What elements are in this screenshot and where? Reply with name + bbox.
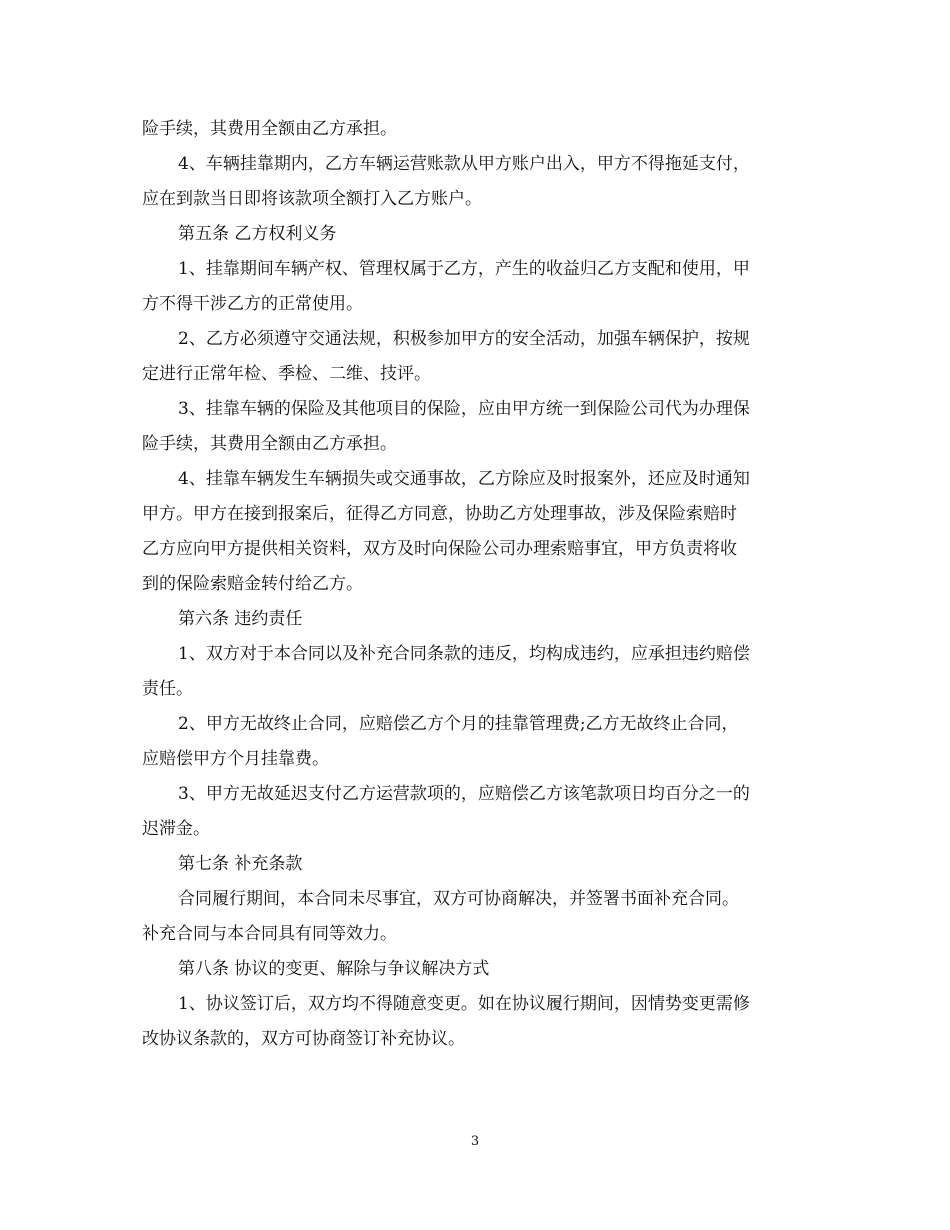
text-line: 第八条 协议的变更、解除与争议解决方式 — [178, 959, 490, 979]
text-line: 第六条 违约责任 — [178, 609, 303, 629]
text-line: 第五条 乙方权利义务 — [178, 224, 337, 244]
text-line: 险手续，其费用全额由乙方承担。 — [142, 434, 397, 454]
text-line: 补充合同与本合同具有同等效力。 — [142, 924, 397, 944]
text-line: 定进行正常年检、季检、二维、技评。 — [142, 364, 431, 384]
text-line: 合同履行期间，本合同未尽事宜，双方可协商解决，并签署书面补充合同。 — [178, 889, 739, 909]
page-number: 3 — [470, 1134, 480, 1149]
text-line: 应赔偿甲方个月挂靠费。 — [142, 749, 329, 769]
text-line: 2、甲方无故终止合同，应赔偿乙方个月的挂靠管理费;乙方无故终止合同， — [178, 714, 739, 734]
text-line: 3、甲方无故延迟支付乙方运营款项的，应赔偿乙方该笔款项日均百分之一的 — [178, 784, 750, 804]
text-line: 险手续，其费用全额由乙方承担。 — [142, 119, 397, 139]
text-line: 3、挂靠车辆的保险及其他项目的保险，应由甲方统一到保险公司代为办理保 — [178, 399, 750, 419]
text-line: 4、挂靠车辆发生车辆损失或交通事故，乙方除应及时报案外，还应及时通知 — [178, 469, 750, 489]
text-line: 到的保险索赔金转付给乙方。 — [142, 574, 363, 594]
text-line: 甲方。甲方在接到报案后，征得乙方同意，协助乙方处理事故，涉及保险索赔时 — [142, 504, 737, 524]
text-line: 1、挂靠期间车辆产权、管理权属于乙方，产生的收益归乙方支配和使用，甲 — [178, 259, 750, 279]
text-line: 应在到款当日即将该款项全额打入乙方账户。 — [142, 189, 482, 209]
text-line: 1、双方对于本合同以及补充合同条款的违反，均构成违约，应承担违约赔偿 — [178, 644, 750, 664]
text-line: 迟滞金。 — [142, 819, 210, 839]
document-body — [142, 112, 808, 1057]
text-line: 1、协议签订后，双方均不得随意变更。如在协议履行期间，因情势变更需修 — [178, 994, 750, 1014]
text-line: 第七条 补充条款 — [178, 854, 303, 874]
text-line: 2、乙方必须遵守交通法规，积极参加甲方的安全活动，加强车辆保护，按规 — [178, 329, 750, 349]
text-line: 乙方应向甲方提供相关资料，双方及时向保险公司办理索赔事宜，甲方负责将收 — [142, 539, 737, 559]
text-line: 方不得干涉乙方的正常使用。 — [142, 294, 363, 314]
text-line: 改协议条款的，双方可协商签订补充协议。 — [142, 1029, 465, 1049]
text-line: 4、车辆挂靠期内，乙方车辆运营账款从甲方账户出入，甲方不得拖延支付， — [178, 154, 750, 174]
text-line: 责任。 — [142, 679, 193, 699]
